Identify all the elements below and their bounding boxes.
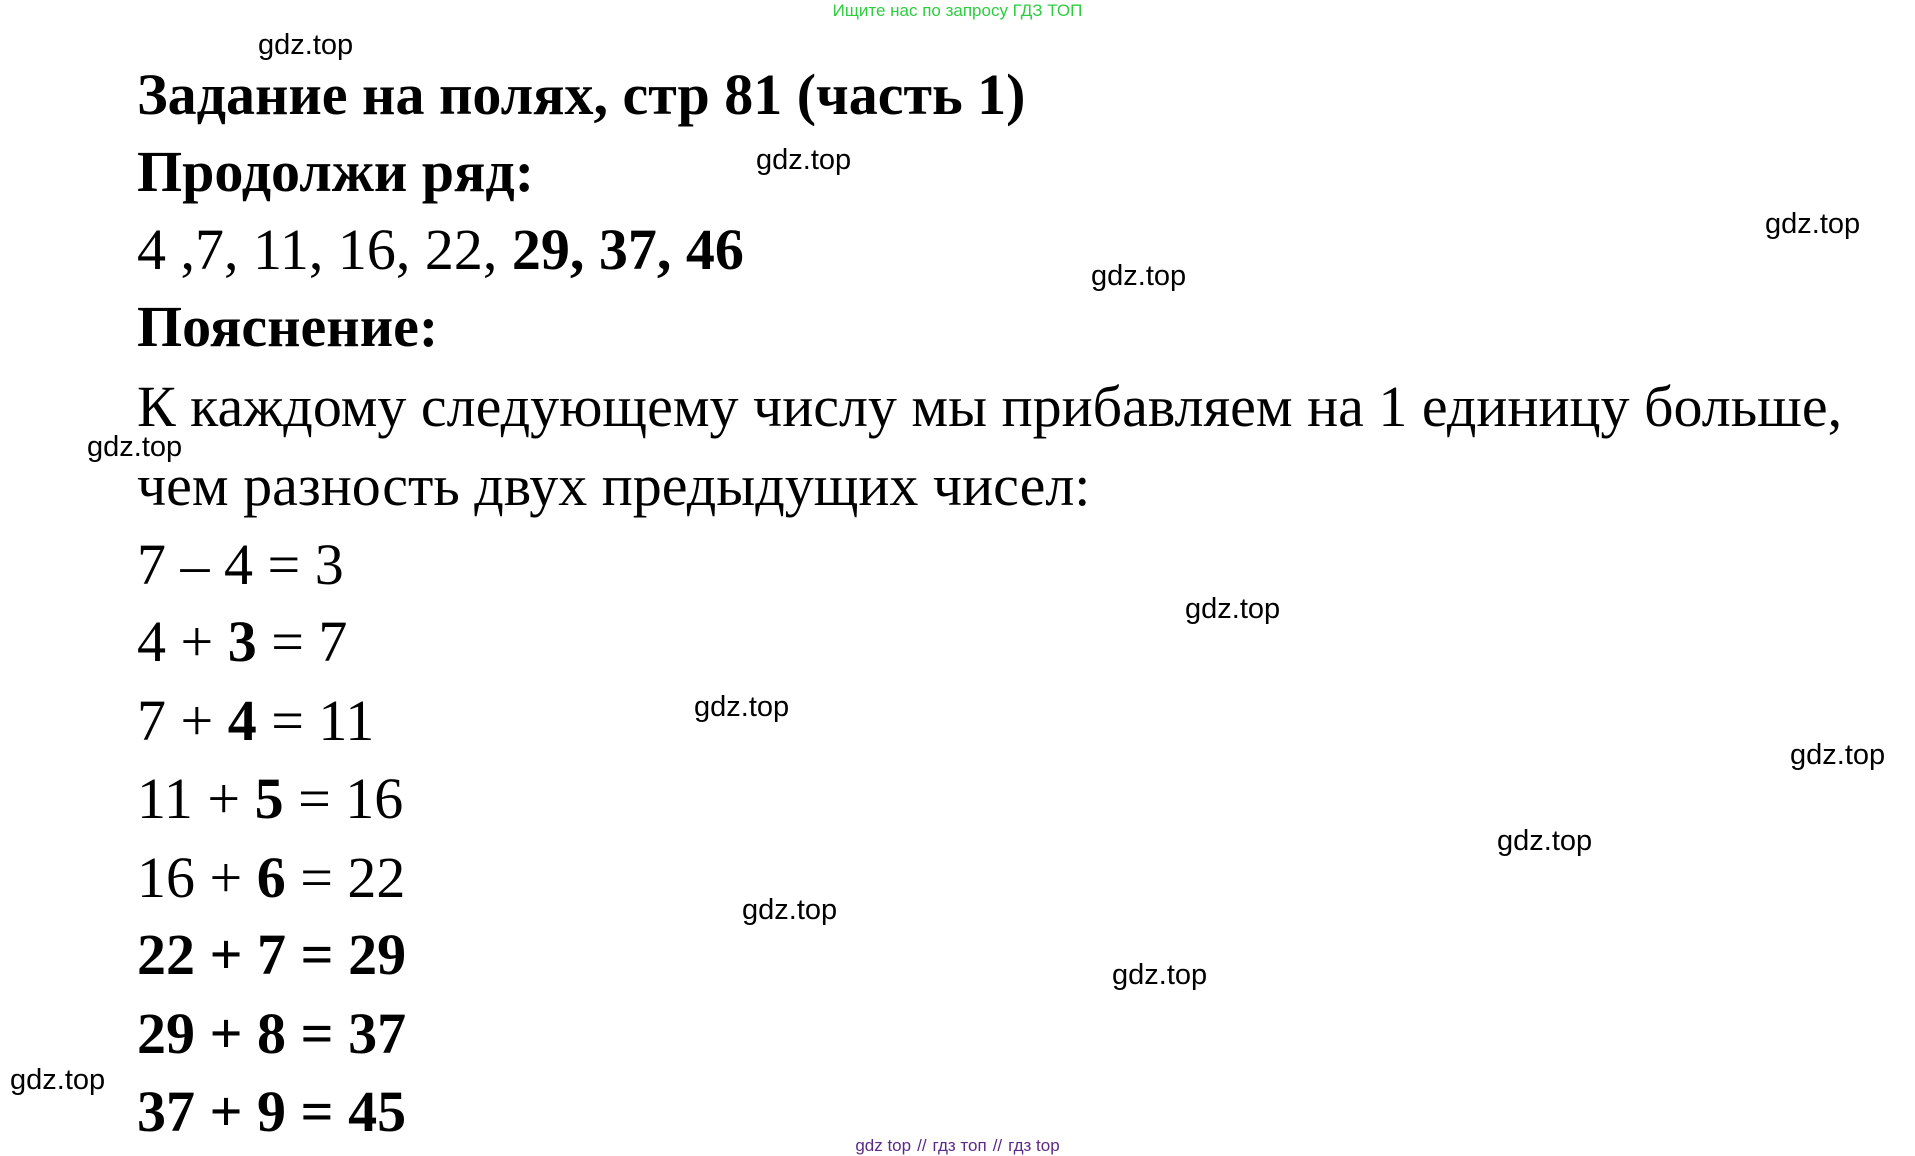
top-banner: Ищите нас по запросу ГДЗ ТОП [832, 1, 1083, 20]
watermark: gdz.top [1112, 959, 1208, 991]
calc-part: 7 + [137, 688, 228, 753]
calc-part: = 22 [285, 845, 406, 910]
calc-part: 4 + [137, 609, 228, 674]
watermark: gdz.top [258, 29, 354, 61]
calc-part: = 11 [256, 688, 375, 753]
sequence-line [137, 215, 744, 285]
calc-increment: 4 [227, 688, 257, 753]
calc-part: 16 + [137, 845, 257, 910]
calc-line-3 [137, 686, 374, 756]
page-title: Задание на полях, стр 81 (часть 1) [137, 62, 1026, 127]
calc-line-1: 7 – 4 = 3 [137, 532, 344, 597]
calc-line-7: 29 + 8 = 37 [137, 1001, 407, 1066]
bottom-banner-separator: // [992, 1136, 1003, 1155]
explanation-line: чем разность двух предыдущих чисел: [137, 453, 1091, 518]
bottom-banner-link[interactable]: gdz top [855, 1136, 912, 1155]
calc-increment: 3 [227, 609, 257, 674]
sequence-answer: 29, 37, 46 [511, 217, 744, 282]
calc-line-4 [137, 764, 403, 834]
explanation-heading: Пояснение: [137, 294, 439, 359]
task-heading: Продолжи ряд: [137, 139, 535, 204]
calc-increment: 5 [254, 766, 284, 831]
watermark: gdz.top [87, 431, 183, 463]
watermark: gdz.top [1790, 739, 1886, 771]
bottom-banner-separator: // [917, 1136, 927, 1155]
watermark: gdz.top [1185, 593, 1281, 625]
calc-line-5 [137, 843, 405, 913]
calc-part: = 16 [283, 766, 404, 831]
sequence-given: 4 ,7, 11, 16, 22, [137, 217, 512, 282]
calc-line-6: 22 + 7 = 29 [137, 922, 407, 987]
calc-increment: 6 [256, 845, 286, 910]
watermark: gdz.top [756, 144, 852, 176]
calc-line-2 [137, 607, 347, 677]
watermark: gdz.top [694, 691, 790, 723]
watermark: gdz.top [742, 894, 838, 926]
watermark: gdz.top [10, 1064, 106, 1096]
calc-line-8: 37 + 9 = 45 [137, 1079, 407, 1144]
bottom-banner-link[interactable]: гдз top [1008, 1136, 1060, 1155]
bottom-banner-link[interactable]: гдз топ [932, 1136, 987, 1155]
bottom-banner [0, 1135, 1915, 1156]
watermark: gdz.top [1765, 208, 1861, 240]
watermark: gdz.top [1091, 260, 1187, 292]
calc-part: = 7 [256, 609, 348, 674]
explanation-line: К каждому следующему числу мы прибавляем на 1 единицу больше, [137, 374, 1843, 439]
calc-part: 11 + [137, 766, 255, 831]
watermark: gdz.top [1497, 825, 1593, 857]
